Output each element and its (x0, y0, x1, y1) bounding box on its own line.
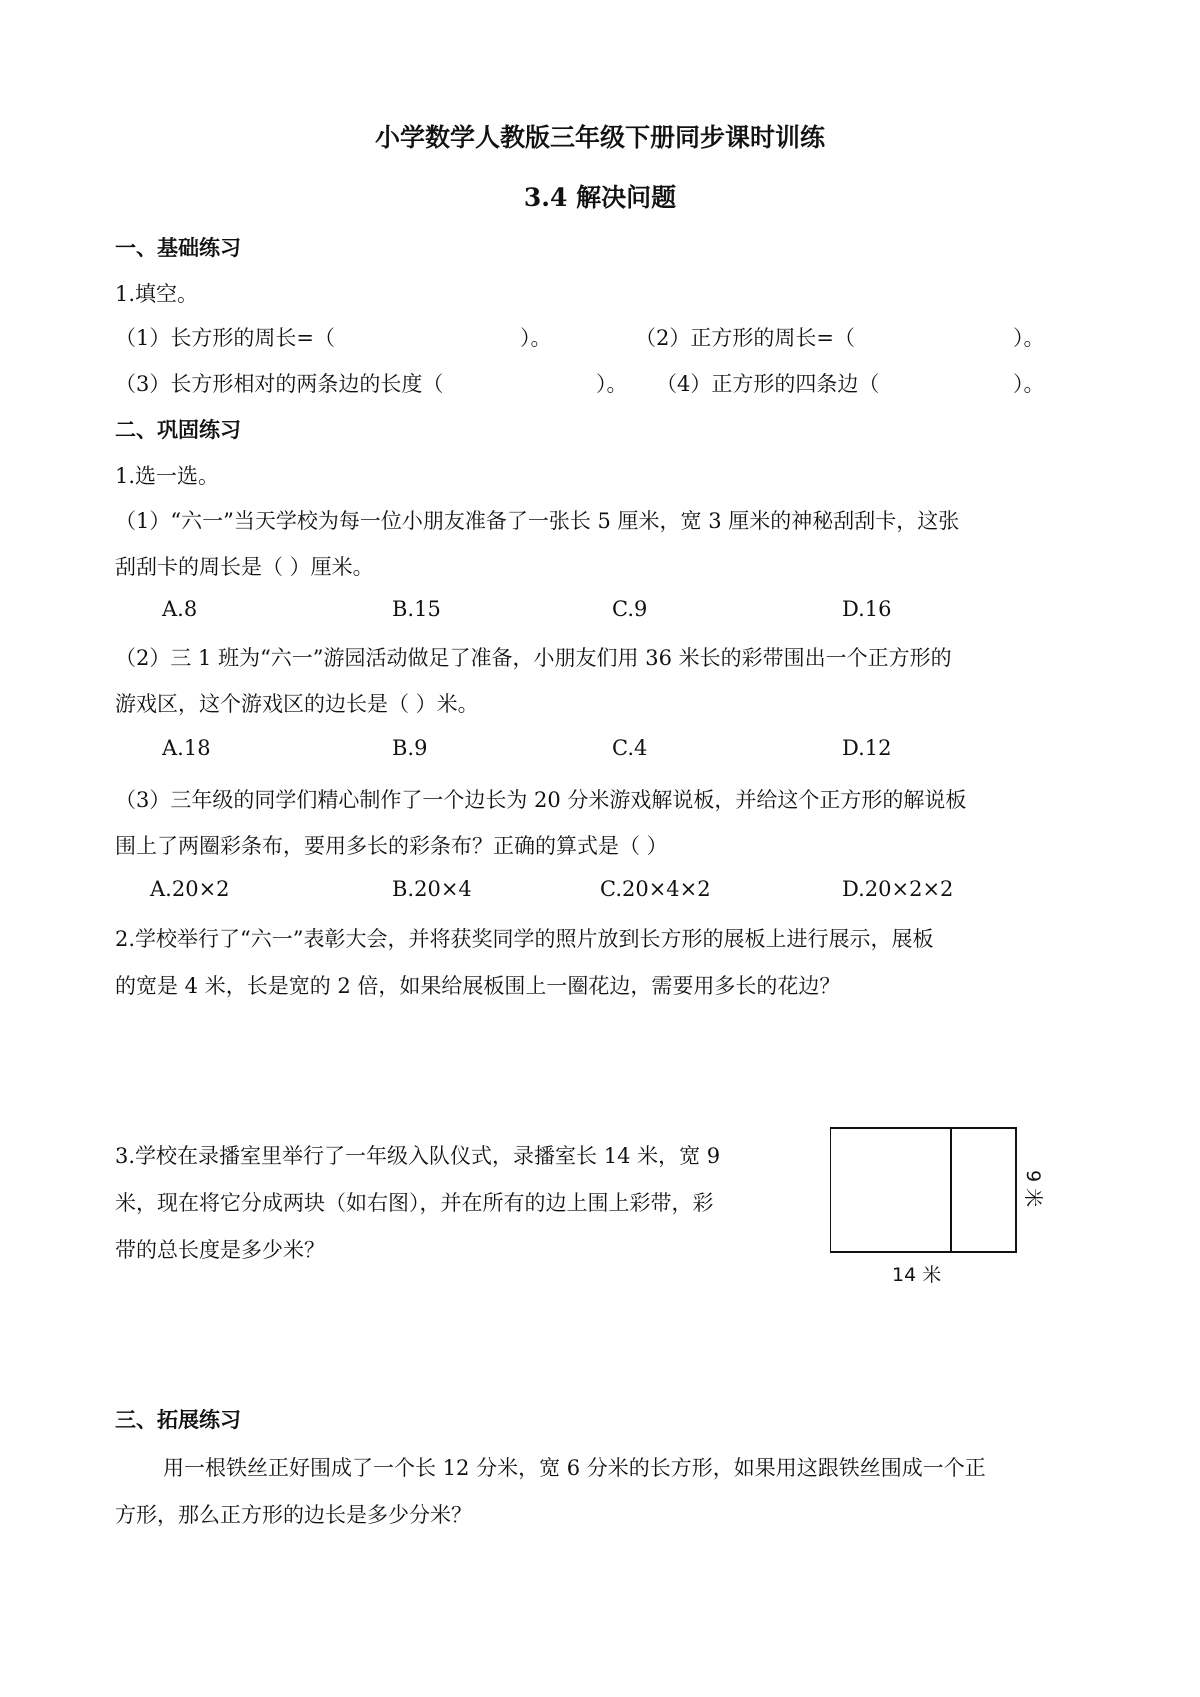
problem-3-option-a: A.20×2 (150, 877, 230, 901)
problem-2-option-a: A.18 (162, 736, 211, 760)
question-3-line-3: 带的总长度是多少米？ (115, 1238, 325, 1262)
problem-2-option-c: C.4 (612, 736, 648, 760)
height-label: 9 米 (1022, 1170, 1044, 1208)
question-1-fill-blank: 1.填空。 (115, 282, 199, 306)
fill-item-2: （2）正方形的周长=（ (635, 326, 855, 350)
section-heading-consolidate: 二、巩固练习 (115, 418, 241, 442)
width-label: 14 米 (892, 1264, 942, 1286)
divided-rectangle-figure (830, 1126, 1050, 1286)
question-2-line-1: 2.学校举行了“六一”表彰大会，并将获奖同学的照片放到长方形的展板上进行展示，展板 (115, 927, 934, 951)
section-heading-basic: 一、基础练习 (115, 236, 241, 260)
fill-item-1-end: ）。 (520, 326, 552, 350)
question-3-line-2: 米，现在将它分成两块（如右图），并在所有的边上围上彩带，彩 (115, 1191, 714, 1215)
problem-3-option-d: D.20×2×2 (842, 877, 954, 901)
page-subtitle: 3.4 解决问题 (523, 183, 677, 212)
rectangle-diagram (830, 1126, 1050, 1276)
question-3-line-1: 3.学校在录播室里举行了一年级入队仪式，录播室长 14 米，宽 9 (115, 1144, 721, 1168)
page-title: 小学数学人教版三年级下册同步课时训练 (374, 123, 825, 152)
problem-3-line-1: （3）三年级的同学们精心制作了一个边长为 20 分米游戏解说板，并给这个正方形的解说板 (115, 788, 967, 812)
fill-item-3: （3）长方形相对的两条边的长度（ (115, 372, 444, 396)
problem-3-option-b: B.20×4 (392, 877, 472, 901)
fill-item-4-end: ）。 (1013, 372, 1045, 396)
problem-1-option-b: B.15 (392, 597, 441, 621)
problem-2-line-2: 游戏区，这个游戏区的边长是（ ）米。 (115, 692, 479, 716)
question-2-line-2: 的宽是 4 米，长是宽的 2 倍，如果给展板围上一圈花边，需要用多长的花边？ (115, 974, 841, 998)
problem-1-line-2: 刮刮卡的周长是（ ）厘米。 (115, 555, 374, 579)
extend-problem-line-1: 用一根铁丝正好围成了一个长 12 分米，宽 6 分米的长方形，如果用这跟铁丝围成一个正 (163, 1456, 986, 1480)
outer-rectangle (830, 1128, 1016, 1252)
problem-2-option-d: D.12 (842, 736, 892, 760)
fill-item-1: （1）长方形的周长=（ (115, 326, 335, 350)
problem-1-option-a: A.8 (162, 597, 198, 621)
problem-2-option-b: B.9 (392, 736, 428, 760)
section-heading-extend: 三、拓展练习 (115, 1408, 241, 1432)
problem-2-line-1: （2）三 1 班为“六一”游园活动做足了准备，小朋友们用 36 米长的彩带围出一个正方形的 (115, 646, 952, 670)
problem-3-option-c: C.20×4×2 (600, 877, 711, 901)
problem-3-line-2: 围上了两圈彩条布，要用多长的彩条布？正确的算式是（ ） (115, 834, 668, 858)
fill-item-3-end: ）。 (596, 372, 628, 396)
problem-1-line-1: （1）“六一”当天学校为每一位小朋友准备了一张长 5 厘米，宽 3 厘米的神秘刮刮卡，这张 (115, 509, 960, 533)
fill-item-4: （4）正方形的四条边（ (656, 372, 880, 396)
extend-problem-line-2: 方形，那么正方形的边长是多少分米？ (115, 1503, 472, 1527)
fill-item-2-end: ）。 (1013, 326, 1045, 350)
question-1-choose: 1.选一选。 (115, 464, 220, 488)
problem-1-option-c: C.9 (612, 597, 648, 621)
problem-1-option-d: D.16 (842, 597, 892, 621)
